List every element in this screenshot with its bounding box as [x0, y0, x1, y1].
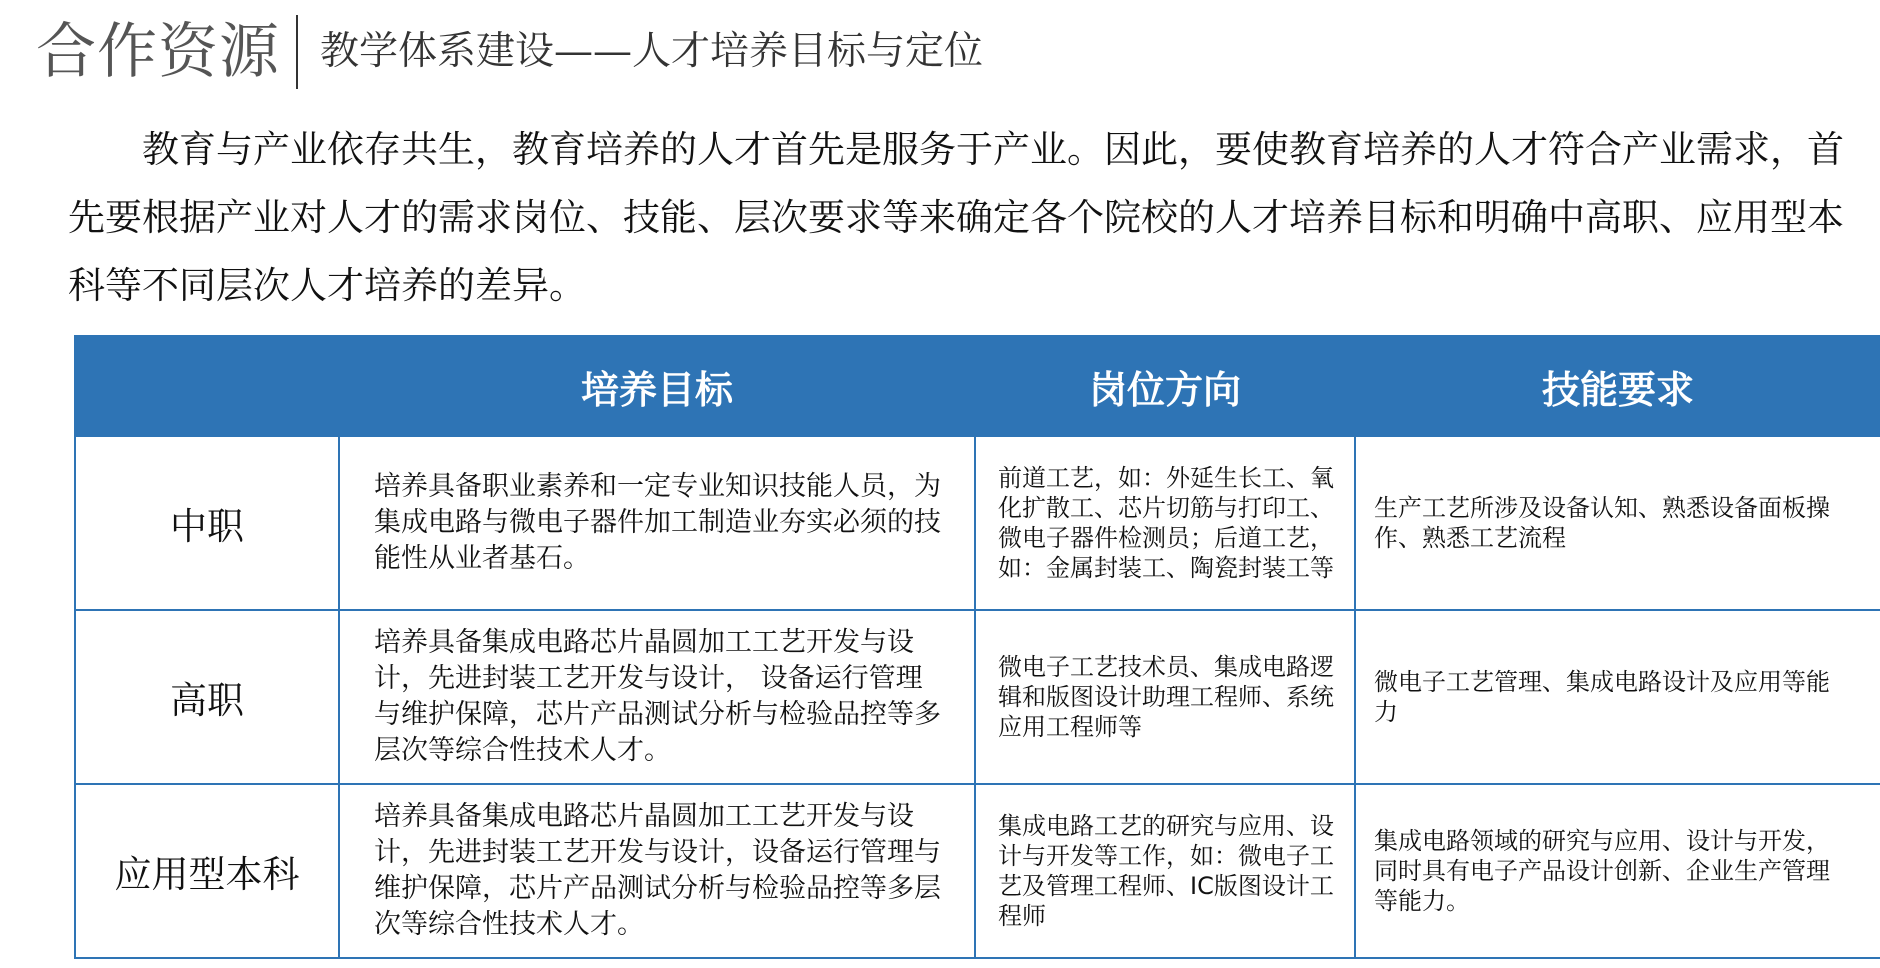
- post-cell: 集成电路工艺的研究与应用、设计与开发等工作，如：微电子工艺及管理工程师、IC版图设计工程师: [975, 784, 1355, 958]
- slide-subtitle: 教学体系建设——人才培养目标与定位: [320, 29, 984, 74]
- level-cell: 高职: [75, 610, 339, 784]
- intro-paragraph: 教育与产业依存共生，教育培养的人才首先是服务于产业。因此，要使教育培养的人才符合产业需求，首先要根据产业对人才的需求岗位、技能、层次要求等来确定各个院校的人才培养目标和明确中高职、应用型本科等不同层次人才培养的差异。: [68, 128, 1844, 307]
- level-cell: 应用型本科: [75, 784, 339, 958]
- header-post: 岗位方向: [975, 336, 1355, 436]
- table-row: [75, 436, 1880, 610]
- table-row: [75, 610, 1880, 784]
- post-cell: 前道工艺，如：外延生长工、氧化扩散工、芯片切筋与打印工、微电子器件检测员；后道工艺，如：金属封装工、陶瓷封装工等: [975, 436, 1355, 610]
- skill-cell: 生产工艺所涉及设备认知、熟悉设备面板操作、熟悉工艺流程: [1355, 436, 1880, 610]
- header-level: [75, 336, 339, 436]
- table-row: [75, 784, 1880, 958]
- skill-cell: 集成电路领域的研究与应用、设计与开发，同时具有电子产品设计创新、企业生产管理等能力。: [1355, 784, 1880, 958]
- skill-cell: 微电子工艺管理、集成电路设计及应用等能力: [1355, 610, 1880, 784]
- intro-text-block: [68, 116, 1848, 320]
- header-goal: 培养目标: [339, 336, 975, 436]
- header-divider: [296, 15, 298, 89]
- section-title: 合作资源: [36, 17, 280, 87]
- table-header-row: [75, 336, 1880, 436]
- goal-cell: 培养具备集成电路芯片晶圆加工工艺开发与设计，先进封装工艺开发与设计， 设备运行管理与维护保障，芯片产品测试分析与检验品控等多层次等综合性技术人才。: [339, 610, 975, 784]
- goal-cell: 培养具备职业素养和一定专业知识技能人员，为集成电路与微电子器件加工制造业夯实必须的技能性从业者基石。: [339, 436, 975, 610]
- talent-training-table: [74, 335, 1880, 959]
- post-cell: 微电子工艺技术员、集成电路逻辑和版图设计助理工程师、系统应用工程师等: [975, 610, 1355, 784]
- level-cell: 中职: [75, 436, 339, 610]
- goal-cell: 培养具备集成电路芯片晶圆加工工艺开发与设计，先进封装工艺开发与设计，设备运行管理与维护保障，芯片产品测试分析与检验品控等多层次等综合性技术人才。: [339, 784, 975, 958]
- slide-header: [36, 14, 983, 90]
- header-skill: 技能要求: [1355, 336, 1880, 436]
